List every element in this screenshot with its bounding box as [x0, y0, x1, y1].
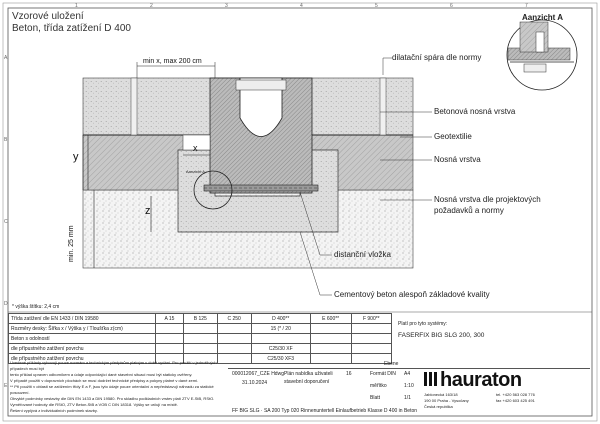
frame-mark: D: [4, 301, 8, 307]
doc-rev: 16: [346, 371, 352, 377]
callout-dilatation: dilatační spára dle normy: [392, 53, 482, 62]
class-cell: F 900**: [351, 314, 391, 324]
product-name: FASERFIX BIG SLG 200, 300: [398, 332, 485, 339]
dim-anchor: Aanzicht A: [186, 169, 205, 174]
table-header: Třída zatížení dle EN 1433 / DIN 19580: [9, 314, 156, 324]
callout-geotextile: Geotextilie: [434, 132, 472, 141]
concrete-code: C25/30 XF: [251, 344, 310, 354]
frame-mark: E: [4, 383, 8, 389]
dim-z: z: [145, 205, 151, 217]
scale-label: měřítko: [370, 383, 387, 389]
doc-desc1: Plán nabídka uživateli: [284, 371, 333, 377]
concrete-code: C25/30 XF3: [251, 354, 310, 364]
note-line: V případě použití v dopravních plochách se musí dodržet technické předpisy a pokyny platné v dané zemi.: [10, 378, 199, 383]
note-line: tento příklad upraven odborníkem a údaje odpovídající dané stavební situaci musí být staticky ověřeny.: [10, 372, 193, 377]
row-small: Beton s odolností: [9, 334, 156, 344]
footer-line: FF BIG SLG · SA 200 Typ 020 Rinnenuntertell Einlaufbetrieb Klasse D 400 in Beton: [232, 408, 418, 414]
row-small: dle přípustného zatížení povrchu: [9, 344, 156, 354]
note-height: * výška štítku: 2,4 cm: [12, 304, 60, 310]
detail-a-label: Aanzicht A: [522, 13, 564, 22]
frame-mark: 3: [225, 3, 228, 9]
ebene-label: Ebene: [384, 361, 399, 367]
frame-mark: 4: [300, 3, 303, 9]
class-cell: A 15: [156, 314, 184, 324]
dim-min-x: min x, max 200 cm: [143, 58, 202, 65]
dim-y: y: [73, 151, 79, 163]
notes-block: [10, 360, 220, 413]
class-cell: D 400**: [251, 314, 310, 324]
doc-date: 31.10.2024: [242, 380, 268, 386]
company-line: 190 00 Praha - Vysočany: [424, 398, 469, 403]
frame-mark: A: [4, 55, 8, 61]
expansion-joint-left: [131, 78, 137, 135]
company-line: Jablonecká 163/18: [424, 392, 458, 397]
grating: [236, 80, 286, 90]
company-fax: fax +420 603 425 491: [496, 398, 535, 403]
format-label: Formát DIN: [370, 371, 396, 377]
frame-mark: 2: [150, 3, 153, 9]
hauraton-logo: hauraton: [440, 369, 522, 391]
frame-mark: C: [4, 219, 8, 225]
class-cell: B 125: [183, 314, 217, 324]
scale-val: 1:10: [404, 383, 414, 389]
product-label: Platí pro tyto systémy:: [398, 321, 448, 327]
callout-project-layer-2: požadavků a normy: [434, 206, 504, 215]
dim-x: x: [193, 143, 198, 153]
dimension-row-label: Rozměry desky: Šířka x / Výška y / Tloušťka z(cm): [9, 324, 156, 334]
note-line: Obvyklé podmínky vestavby dle DIN EN 1433 a DIN 19580. Pro skladbu podkladních vrstev platí ZTV E-StB, RStO.: [10, 396, 215, 401]
expansion-joint-right: [380, 78, 386, 135]
frame-mark: B: [4, 137, 8, 143]
callout-concrete: Betonová nosná vrstva: [434, 107, 516, 116]
format-val: A4: [404, 371, 411, 377]
row-small: dle přípustného zatížení povrchu: [9, 354, 156, 364]
note-line: Řešení vyplývá z individuálních podmínek stavby.: [10, 408, 98, 413]
sheet-label: Blatt: [370, 395, 381, 401]
title-line1: Vzorové uložení: [12, 11, 84, 22]
company-line: Česká republika: [424, 404, 453, 409]
dim-min25: min. 25 mm: [68, 225, 75, 262]
frame-mark: 7: [525, 3, 528, 9]
hauraton-logo-icon: [424, 372, 438, 386]
frame-mark: 5: [375, 3, 378, 9]
company-tel: tel. +420 563 028 776: [496, 392, 535, 397]
callout-project-layer-1: Nosná vrstva dle projektových: [434, 195, 541, 204]
class-cell: C 250: [217, 314, 251, 324]
doc-desc2: stavební doporučení: [284, 379, 330, 385]
frame-mark: 1: [75, 3, 78, 9]
title-line2: Beton, třída zatížení D 400: [12, 23, 131, 34]
note-line: ** Při použití v oblasti se zatížením třídy E a F, jsou tyto údaje pouze orientační a nepředstavují náhradu za statické posouzení.: [10, 384, 214, 395]
frame-mark: 6: [450, 3, 453, 9]
dimension-row-value: 15 (* / 20: [251, 324, 310, 334]
class-cell: E 600**: [310, 314, 351, 324]
sheet-val: 1/1: [404, 395, 411, 401]
doc-no: 000012067_CZE Hdwg: [232, 371, 284, 377]
callout-spacer: distanční vložka: [334, 250, 391, 259]
callout-cement: Cementový beton alespoň základové kvality: [334, 290, 490, 299]
note-line: Uvedené příklady vyhovují pouze normám a technickým předpisům platným v době vydání. Pro použití v jednotlivých případech musí být: [10, 360, 217, 371]
callout-bearing: Nosná vrstva: [434, 155, 481, 164]
class-table: [8, 313, 392, 364]
note-line: Vyměřované hodnoty dle RStO, ZTV Beton-StB a VOB C DIN 18318. Výšky se určují na místě.: [10, 402, 178, 407]
